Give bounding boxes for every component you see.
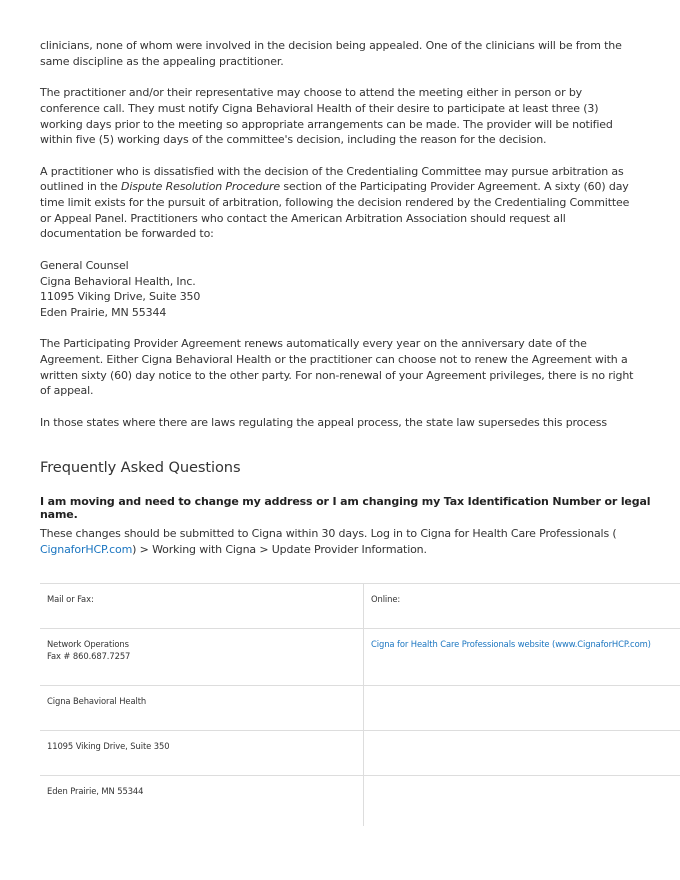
network-operations-label: Network Operations [47,639,129,649]
paragraph-state-law: In those states where there are laws regulating the appeal process, the state law supersedes this process [40,415,607,429]
table-row [40,629,680,686]
table-cell-empty [364,776,680,827]
address-line: Cigna Behavioral Health, Inc. [40,274,196,288]
table-row [40,686,680,731]
table-row [40,584,680,629]
table-cell: 11095 Viking Drive, Suite 350 [40,731,364,776]
address-line: 11095 Viking Drive, Suite 350 [40,290,201,304]
table-cell: Eden Prairie, MN 55344 [40,776,364,827]
fax-number: Fax # 860.687.7257 [47,650,131,661]
table-row [40,731,680,776]
faq-heading: Frequently Asked Questions [40,459,241,476]
paragraph-arbitration [40,164,640,243]
arbitration-text-end: section of the Participating Provider Agreement. A sixty (60) day time limit exists for the pursuit of arbitration, following the decision rendered by the Credentialing Committee or Appeal Panel. Practitioners who contact the American Arbitration Association should request all documentation be forwarded to: [40,180,630,241]
faq-answer-text-start: These changes should be submitted to Cigna within 30 days. Log in to Cigna for Health Care Professionals ( [40,527,617,540]
cignaforhcp-link[interactable]: CignaforHCP.com [40,542,133,556]
table-row [40,776,680,827]
mailing-address [40,258,640,321]
table-cell-empty [364,731,680,776]
dispute-resolution-italic: Dispute Resolution Procedure [121,180,281,194]
table-cell-network-operations [40,629,364,686]
faq-answer [40,526,640,557]
faq-answer-text-end: ) > Working with Cigna > Update Provider Information. [132,542,427,556]
table-cell-online-link [364,629,680,686]
document-body [40,38,640,431]
address-line: General Counsel [40,258,129,272]
paragraph-agreement-renewal: The Participating Provider Agreement renews automatically every year on the anniversary date of the Agreement. Either Cigna Behavioral Health or the practitioner can choose not to renew the Agreement with a written sixty (60) day notice to the other party. For non-renewal of your Agreement privileges, there is no right of appeal. [40,337,634,398]
paragraph-meeting-attendance: The practitioner and/or their representative may choose to attend the meeting either in person or by conference call. They must notify Cigna Behavioral Health of their desire to participate at least three (3) working days prior to the meeting so appropriate arrangements can be made. The provider will be notified within five (5) working days of the committee's decision, including the reason for the decision. [40,86,613,147]
faq-question: I am moving and need to change my address or I am changing my Tax Identification Number or legal name. [40,495,651,521]
table-cell: Cigna Behavioral Health [40,686,364,731]
table-header-online: Online: [364,584,680,629]
arbitration-text-start: A practitioner who is dissatisfied with the decision of the Credentialing Committee may pursue arbitration as outlined in the [40,164,624,194]
cigna-hcp-website-link[interactable]: Cigna for Health Care Professionals website (www.CignaforHCP.com) [371,639,651,649]
contact-methods-table [40,583,680,826]
table-cell-empty [364,686,680,731]
paragraph-appeal-panel: clinicians, none of whom were involved in the decision being appealed. One of the clinicians will be from the same discipline as the appealing practitioner. [40,39,622,68]
table-header-mail-fax: Mail or Fax: [40,584,364,629]
address-line: Eden Prairie, MN 55344 [40,305,167,319]
